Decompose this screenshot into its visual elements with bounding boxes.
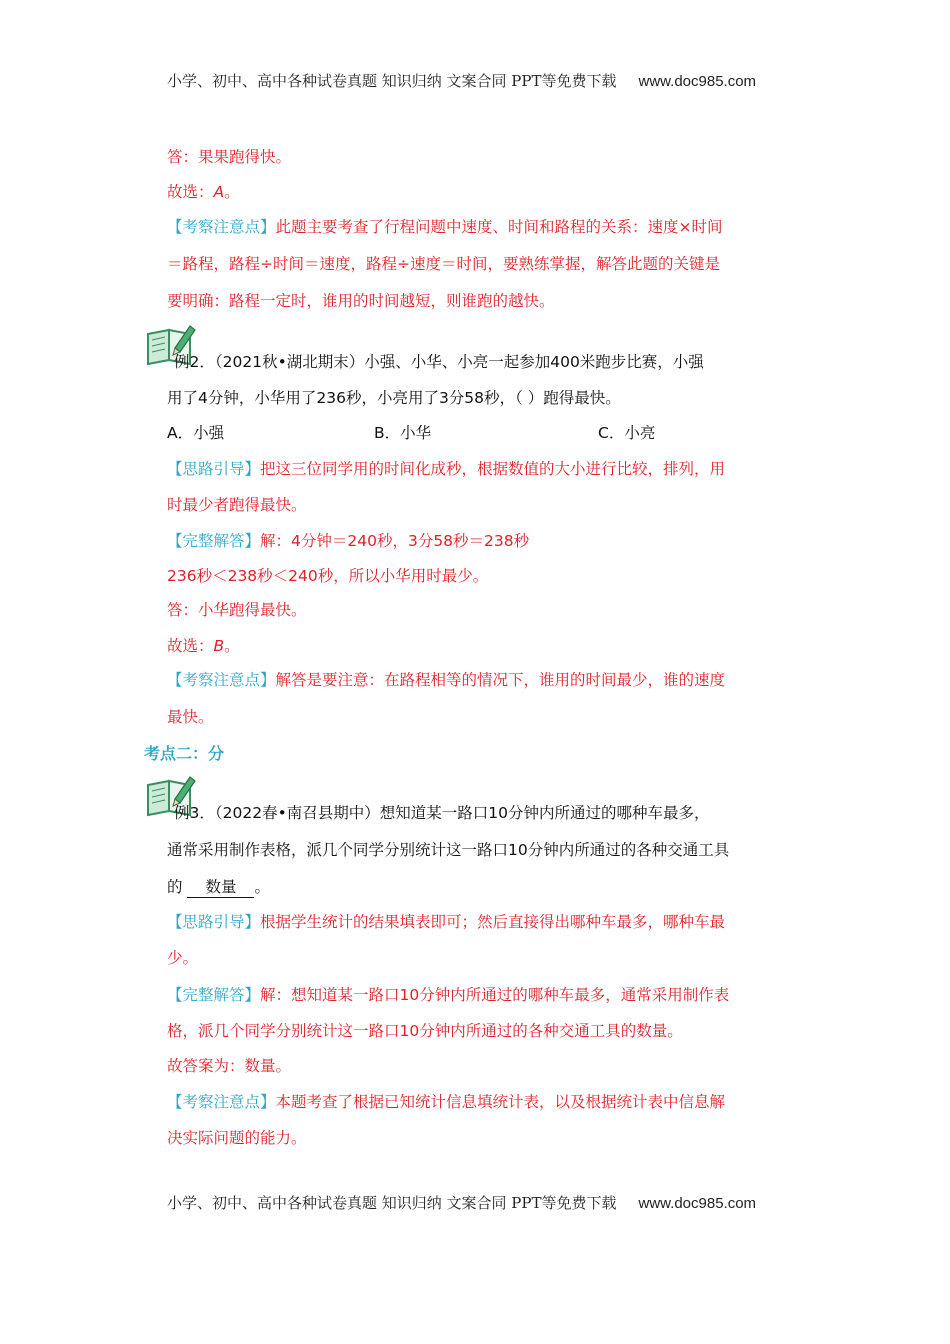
hint-tag: 【思路引导】 [167,460,261,478]
note-tag: 【考察注意点】 [167,218,276,236]
solution-tag: 【完整解答】 [167,532,261,550]
header-text: 小学、初中、高中各种试卷真题 知识归纳 文案合同 PPT等免费下载 [167,72,617,90]
ex1-note-line1: 【考察注意点】此题主要考查了行程问题中速度、时间和路程的关系：速度×时间 [167,218,723,236]
ex2-answer: 答：小华跑得最快。 [167,601,307,619]
ex1-choice: 故选：A。 [167,183,240,201]
footer-url[interactable]: www.doc985.com [638,1195,757,1212]
ex3-label: 例3． [174,804,215,822]
ex2-choice: 故选：B。 [167,637,240,655]
ex2-label: 例2． [174,353,215,371]
option-a[interactable]: A．小强 [167,424,225,442]
ex2-question-line2: 用了4分钟，小华用了236秒，小亮用了3分58秒，（ ）跑得最快。 [167,389,621,407]
ex3-question-line3: 的 数量 。 [167,878,270,896]
footer-text: 小学、初中、高中各种试卷真题 知识归纳 文案合同 PPT等免费下载 [167,1194,617,1212]
solution-tag: 【完整解答】 [167,986,261,1004]
header-url[interactable]: www.doc985.com [638,73,757,90]
ex1-note-line2: ＝路程，路程÷时间＝速度，路程÷速度＝时间，要熟练掌握，解答此题的关键是 [167,255,720,273]
ex3-question-line2: 通常采用制作表格，派几个同学分别统计这一路口10分钟内所通过的各种交通工具 [167,841,730,859]
ex3-question-line1: 例3．（2022春•南召县期中）想知道某一路口10分钟内所通过的哪种车最多， [174,804,710,822]
ex3-solution-line1: 【完整解答】解：想知道某一路口10分钟内所通过的哪种车最多，通常采用制作表 [167,986,730,1004]
note-tag: 【考察注意点】 [167,671,276,689]
ex1-note-line3: 要明确：路程一定时，谁用的时间越短，则谁跑的越快。 [167,292,555,310]
option-b[interactable]: B．小华 [374,424,432,442]
section-title: 考点二：分 [144,744,225,763]
note-tag: 【考察注意点】 [167,1093,276,1111]
ex1-answer: 答：果果跑得快。 [167,148,292,166]
page-footer [167,1192,756,1213]
ex2-question-line1: 例2．（2021秋•湖北期末）小强、小华、小亮一起参加400米跑步比赛，小强 [174,353,704,371]
ex3-note-line1: 【考察注意点】本题考查了根据已知统计信息填统计表，以及根据统计表中信息解 [167,1093,726,1111]
option-c[interactable]: C．小亮 [598,424,656,442]
ex2-note-line1: 【考察注意点】解答是要注意：在路程相等的情况下，谁用的时间最少，谁的速度 [167,671,726,689]
ex3-hint-line2: 少。 [167,949,199,967]
ex3-solution-line2: 格，派几个同学分别统计这一路口10分钟内所通过的各种交通工具的数量。 [167,1022,683,1040]
hint-tag: 【思路引导】 [167,913,261,931]
ex3-note-line2: 决实际问题的能力。 [167,1129,307,1147]
answer-blank[interactable]: 数量 [187,877,254,898]
ex2-solution-line2: 236秒＜238秒＜240秒，所以小华用时最少。 [167,567,489,585]
ex3-hint-line1: 【思路引导】根据学生统计的结果填表即可；然后直接得出哪种车最多，哪种车最 [167,913,726,931]
ex2-hint-line2: 时最少者跑得最快。 [167,496,307,514]
ex3-answer: 故答案为：数量。 [167,1057,292,1075]
ex2-hint-line1: 【思路引导】把这三位同学用的时间化成秒，根据数值的大小进行比较，排列，用 [167,460,726,478]
page-header [167,70,756,91]
ex2-options [0,423,950,443]
ex2-solution-line1: 【完整解答】解：4分钟＝240秒，3分58秒＝238秒 [167,532,530,550]
ex2-note-line2: 最快。 [167,708,214,726]
